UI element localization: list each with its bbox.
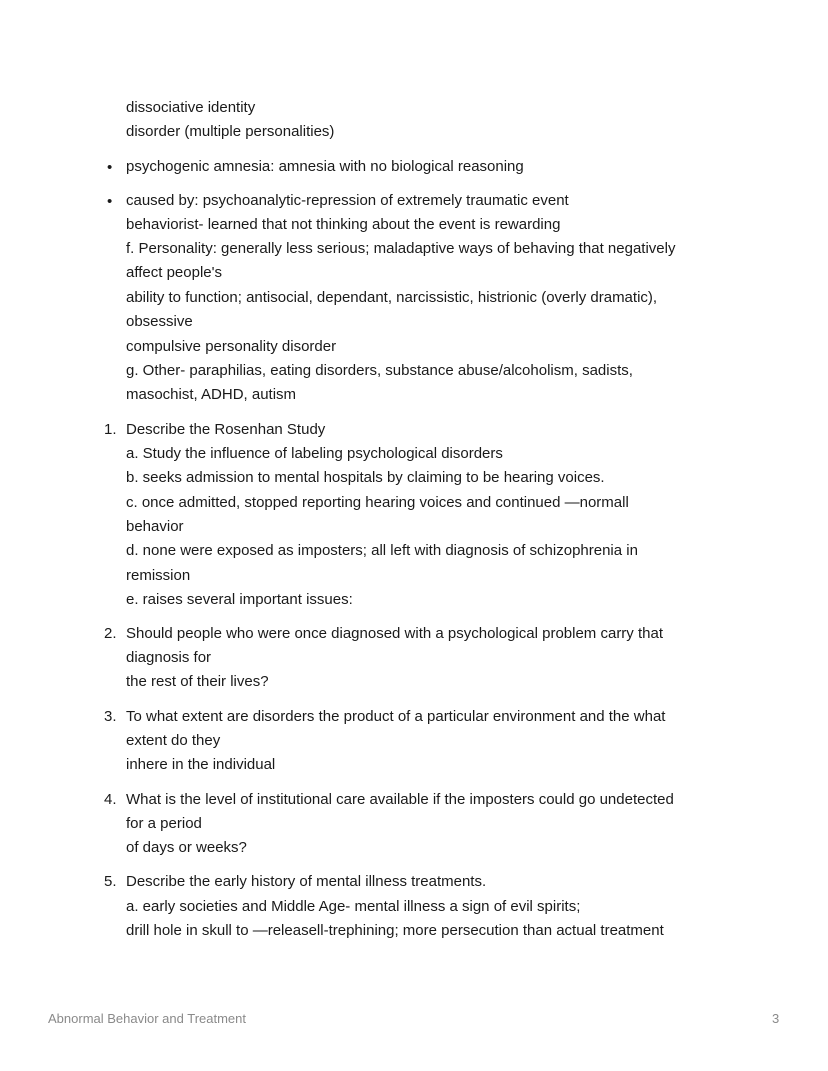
list-number: 1.: [104, 421, 117, 438]
numbered-item-line: b. seeks admission to mental hospitals by claiming to be hearing voices.: [126, 469, 605, 486]
list-item: psychogenic amnesia: amnesia with no biological reasoning: [126, 158, 524, 175]
list-item-line: ability to function; antisocial, dependant, narcissistic, histrionic (overly dramatic),: [126, 289, 658, 306]
footer-title: Abnormal Behavior and Treatment: [48, 1011, 246, 1026]
numbered-item-line: extent do they: [126, 732, 221, 749]
intro-line: disorder (multiple personalities): [126, 123, 335, 140]
numbered-item-line: What is the level of institutional care available if the imposters could go undetected: [126, 791, 674, 808]
numbered-item-line: c. once admitted, stopped reporting hearing voices and continued —normall: [126, 494, 629, 511]
numbered-item-line: Describe the Rosenhan Study: [126, 421, 326, 438]
numbered-item-line: for a period: [126, 815, 202, 832]
numbered-item-line: Should people who were once diagnosed with a psychological problem carry that: [126, 625, 663, 642]
numbered-item-line: e. raises several important issues:: [126, 591, 353, 608]
list-number: 5.: [104, 873, 117, 890]
numbered-item-line: drill hole in skull to —releasell-trephining; more persecution than actual treatment: [126, 922, 664, 939]
page-number: 3: [772, 1011, 780, 1026]
bullet-marker: •: [107, 159, 113, 176]
numbered-item-line: inhere in the individual: [126, 756, 276, 773]
bullet-marker: •: [107, 193, 113, 210]
list-number: 2.: [104, 625, 117, 642]
list-item-line: g. Other- paraphilias, eating disorders, substance abuse/alcoholism, sadists,: [126, 362, 633, 379]
list-item-line: obsessive: [126, 313, 193, 330]
list-item-line: caused by: psychoanalytic-repression of extremely traumatic event: [126, 192, 569, 209]
numbered-item-line: remission: [126, 567, 191, 584]
list-number: 3.: [104, 708, 117, 725]
numbered-item-line: diagnosis for: [126, 649, 212, 666]
numbered-item-line: Describe the early history of mental illness treatments.: [126, 873, 487, 890]
numbered-item-line: a. early societies and Middle Age- mental illness a sign of evil spirits;: [126, 898, 581, 915]
intro-line: dissociative identity: [126, 99, 256, 116]
numbered-item-line: of days or weeks?: [126, 839, 247, 856]
numbered-item-line: the rest of their lives?: [126, 673, 269, 690]
numbered-item-line: a. Study the influence of labeling psychological disorders: [126, 445, 503, 462]
list-item-line: masochist, ADHD, autism: [126, 386, 297, 403]
list-item-line: compulsive personality disorder: [126, 338, 337, 355]
numbered-item-line: To what extent are disorders the product of a particular environment and the what: [126, 708, 666, 725]
list-item-line: affect people's: [126, 264, 222, 281]
list-number: 4.: [104, 791, 117, 808]
numbered-item-line: behavior: [126, 518, 184, 535]
numbered-item-line: d. none were exposed as imposters; all left with diagnosis of schizophrenia in: [126, 542, 638, 559]
list-item-line: behaviorist- learned that not thinking about the event is rewarding: [126, 216, 561, 233]
list-item-line: f. Personality: generally less serious; maladaptive ways of behaving that negatively: [126, 240, 676, 257]
